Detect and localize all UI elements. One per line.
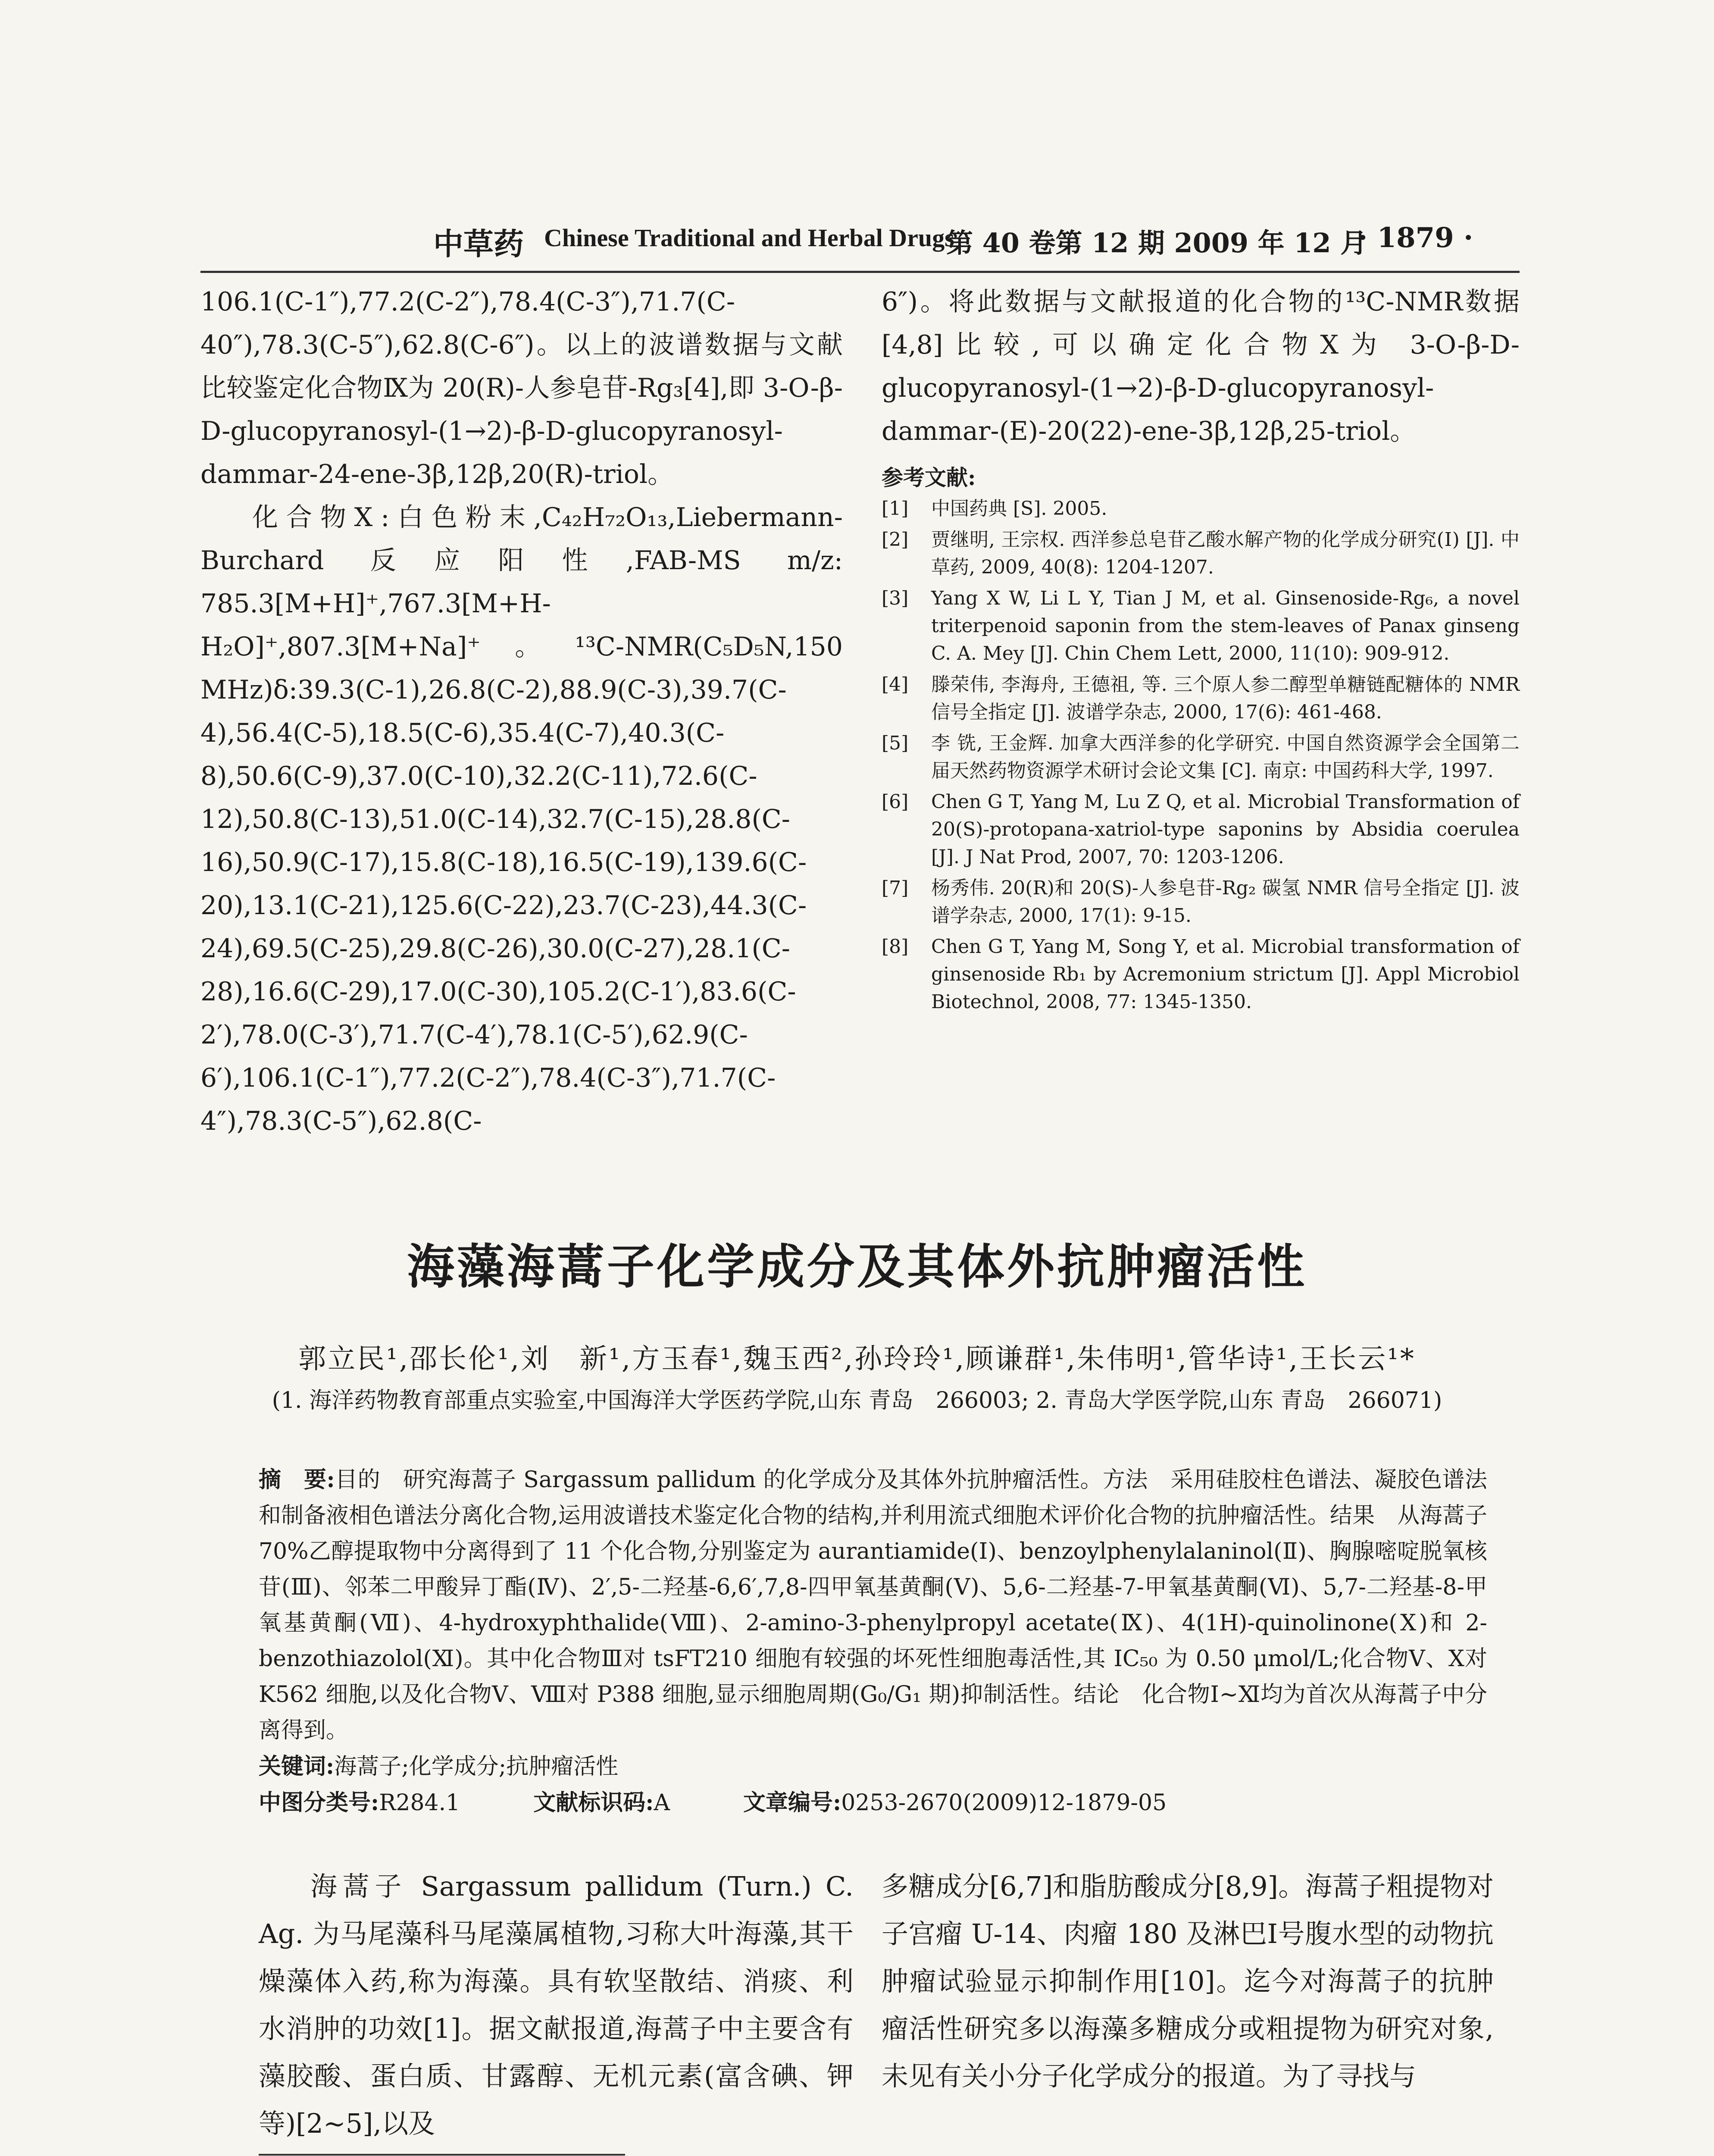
journal-name-en: Chinese Traditional and Herbal Drugs xyxy=(544,224,954,252)
right-column-para-1: 6″)。将此数据与文献报道的化合物的¹³C-NMR数据[4,8]比较,可以确定化合物Ⅹ为 3-O-β-D-glucopyranosyl-(1→2)-β-D-glucopyranosyl-dammar-(E)-20(22)-ene-3β,12β,25-triol。 xyxy=(882,287,1520,446)
reference-item xyxy=(882,495,1520,523)
reference-number: [2] xyxy=(882,529,909,551)
left-column-para-2: 化合物Ⅹ:白色粉末,C₄₂H₇₂O₁₃,Liebermann-Burchard 反应阳性,FAB-MS m/z: 785.3[M+H]⁺,767.3[M+H-H₂O]⁺,807.3[M+Na]⁺。¹³C-NMR(C₅D₅N,150 MHz)δ:39.3(C-1),26.8(C-2),88.9(C-3),39.7(C-4),56.4(C-5),18.5(C-6),35.4(C-7),40.3(C-8),50.6(C-9),37.0(C-10),32.2(C-11),72.6(C-12),50.8(C-13),51.0(C-14),32.7(C-15),28.8(C-16),50.9(C-17),15.8(C-18),16.5(C-19),139.6(C-20),13.1(C-21),125.6(C-22),23.7(C-23),44.3(C-24),69.5(C-25),29.8(C-26),30.0(C-27),28.1(C-28),16.6(C-29),17.0(C-30),105.2(C-1′),83.6(C-2′),78.0(C-3′),71.7(C-4′),78.1(C-5′),62.9(C-6′),106.1(C-1″),77.2(C-2″),78.4(C-3″),71.7(C-4″),78.3(C-5″),62.8(C- xyxy=(200,502,843,1136)
reference-item xyxy=(882,874,1520,930)
reference-text: 李 铣, 王金辉. 加拿大西洋参的化学研究. 中国自然资源学会全国第二届天然药物资源学术研讨会论文集 [C]. 南京: 中国药科大学, 1997. xyxy=(931,732,1520,782)
left-column xyxy=(200,280,843,1143)
keywords-label: 关键词: xyxy=(259,1753,335,1780)
reference-number: [5] xyxy=(882,732,909,754)
references-heading: 参考文献: xyxy=(882,465,976,490)
reference-list xyxy=(882,495,1520,1016)
reference-item xyxy=(882,585,1520,667)
clc-value: R284.1 xyxy=(379,1790,460,1816)
page-number: · 1879 · xyxy=(1358,222,1473,254)
document-code-label: 文献标识码: xyxy=(533,1789,654,1816)
article-id-label: 文章编号: xyxy=(743,1789,841,1816)
abstract-block xyxy=(259,1462,1487,1821)
article-title: 海藻海蒿子化学成分及其体外抗肿瘤活性 xyxy=(407,1239,1307,1294)
document-code-value: A xyxy=(654,1790,670,1816)
journal-name-cn: 中草药 xyxy=(433,226,524,262)
header-divider xyxy=(200,271,1520,273)
body-left-column xyxy=(259,1863,854,2147)
document-code xyxy=(533,1785,670,1821)
reference-text: 中国药典 [S]. 2005. xyxy=(931,498,1107,520)
reference-text: Chen G T, Yang M, Song Y, et al. Microbial transformation of ginsenoside Rb₁ by Acremonium strictum [J]. Appl Microbiol Biotechnol, 2008, 77: 1345-1350. xyxy=(931,936,1520,1013)
reference-number: [6] xyxy=(882,791,909,813)
reference-text: 贾继明, 王宗权. 西洋参总皂苷乙酸水解产物的化学成分研究(Ⅰ) [J]. 中草药, 2009, 40(8): 1204-1207. xyxy=(931,529,1520,578)
reference-number: [7] xyxy=(882,877,909,899)
reference-item xyxy=(882,788,1520,871)
classification-row xyxy=(259,1785,1487,1821)
article-id-value: 0253-2670(2009)12-1879-05 xyxy=(841,1790,1167,1816)
affiliation: (1. 海洋药物教育部重点实验室,中国海洋大学医药学院,山东 青岛 266003; 2. 青岛大学医学院,山东 青岛 266071) xyxy=(272,1388,1442,1413)
reference-number: [8] xyxy=(882,936,909,958)
body-paragraph: 海蒿子 Sargassum pallidum (Turn.) C. Ag. 为马尾藻科马尾藻属植物,习称大叶海藻,其干燥藻体入药,称为海藻。具有软坚散结、消痰、利水消肿的功效[1]。据文献报道,海蒿子中主要含有藻胶酸、蛋白质、甘露醇、无机元素(富含碘、钾等)[2~5],以及 xyxy=(259,1871,854,2139)
body-paragraph: 多糖成分[6,7]和脂肪酸成分[8,9]。海蒿子粗提物对子宫瘤 U-14、肉瘤 180 及淋巴Ⅰ号腹水型的动物抗肿瘤试验显示抑制作用[10]。迄今对海蒿子的抗肿瘤活性研究多以海藻多糖成分或粗提物为研究对象,未见有关小分子化学成分的报道。为了寻找与 xyxy=(882,1871,1494,2092)
abstract-label: 摘 要: xyxy=(259,1467,335,1493)
reference-text: 杨秀伟. 20(R)和 20(S)-人参皂苷-Rg₂ 碳氢 NMR 信号全指定 [J]. 波谱学杂志, 2000, 17(1): 9-15. xyxy=(931,877,1520,927)
reference-item xyxy=(882,730,1520,785)
reference-number: [3] xyxy=(882,587,909,609)
article-id xyxy=(743,1785,1167,1821)
left-column-para-1: 106.1(C-1″),77.2(C-2″),78.4(C-3″),71.7(C-40″),78.3(C-5″),62.8(C-6″)。以上的波谱数据与文献比较鉴定化合物Ⅸ为 20(R)-人参皂苷-Rg₃[4],即 3-O-β-D-glucopyranosyl-(1→2)-β-D-glucopyranosyl-dammar-24-ene-3β,12β,20(R)-triol。 xyxy=(200,287,843,489)
keywords xyxy=(259,1749,1487,1785)
issue-info: 第 40 卷第 12 期 2009 年 12 月 xyxy=(946,227,1367,259)
reference-number: [1] xyxy=(882,498,909,520)
reference-text: 滕荣伟, 李海舟, 王德祖, 等. 三个原人参二醇型单糖链配糖体的 NMR 信号全指定 [J]. 波谱学杂志, 2000, 17(6): 461-468. xyxy=(931,674,1520,723)
clc-number xyxy=(259,1785,460,1821)
reference-item xyxy=(882,526,1520,581)
right-column xyxy=(882,280,1520,1019)
abstract-text: 目的 研究海蒿子 Sargassum pallidum 的化学成分及其体外抗肿瘤活性。方法 采用硅胶柱色谱法、凝胶色谱法和制备液相色谱法分离化合物,运用波谱技术鉴定化合物的结构,并利用流式细胞术评价化合物的抗肿瘤活性。结果 从海蒿子 70%乙醇提取物中分离得到了 11 个化合物,分别鉴定为 aurantiamide(Ⅰ)、benzoylphenylalaninol(Ⅱ)、胸腺嘧啶脱氧核苷(Ⅲ)、邻苯二甲酸异丁酯(Ⅳ)、2′,5-二羟基-6,6′,7,8-四甲氧基黄酮(Ⅴ)、5,6-二羟基-7-甲氧基黄酮(Ⅵ)、5,7-二羟基-8-甲氧基黄酮(Ⅶ)、4-hydroxyphthalide(Ⅷ)、2-amino-3-phenylpropyl acetate(Ⅸ)、4(1H)-quinolinone(Ⅹ)和 2-benzothiazolol(Ⅺ)。其中化合物Ⅲ对 tsFT210 细胞有较强的坏死性细胞毒活性,其 IC₅₀ 为 0.50 μmol/L;化合物Ⅴ、Ⅹ对 K562 细胞,以及化合物Ⅴ、Ⅷ对 P388 细胞,显示细胞周期(G₀/G₁ 期)抑制活性。结论 化合物Ⅰ~Ⅺ均为首次从海蒿子中分离得到。 xyxy=(259,1467,1487,1743)
abstract xyxy=(259,1462,1487,1749)
reference-item xyxy=(882,933,1520,1016)
reference-text: Yang X W, Li L Y, Tian J M, et al. Ginsenoside-Rg₆, a novel triterpenoid saponin from the stem-leaves of Panax ginseng C. A. Mey [J]. Chin Chem Lett, 2000, 11(10): 909-912. xyxy=(931,587,1520,664)
author-list: 郭立民¹,邵长伦¹,刘 新¹,方玉春¹,魏玉西²,孙玲玲¹,顾谦群¹,朱伟明¹,管华诗¹,王长云¹* xyxy=(298,1343,1416,1375)
reference-item xyxy=(882,671,1520,726)
clc-label: 中图分类号: xyxy=(259,1789,379,1816)
body-right-column xyxy=(882,1863,1494,2100)
footnote-divider xyxy=(259,2154,625,2156)
running-header xyxy=(0,220,1714,267)
reference-text: Chen G T, Yang M, Lu Z Q, et al. Microbial Transformation of 20(S)-protopana-xatriol-type saponins by Absidia coerulea [J]. J Nat Prod, 2007, 70: 1203-1206. xyxy=(931,791,1520,868)
reference-number: [4] xyxy=(882,674,909,696)
keywords-text: 海蒿子;化学成分;抗肿瘤活性 xyxy=(334,1754,619,1780)
